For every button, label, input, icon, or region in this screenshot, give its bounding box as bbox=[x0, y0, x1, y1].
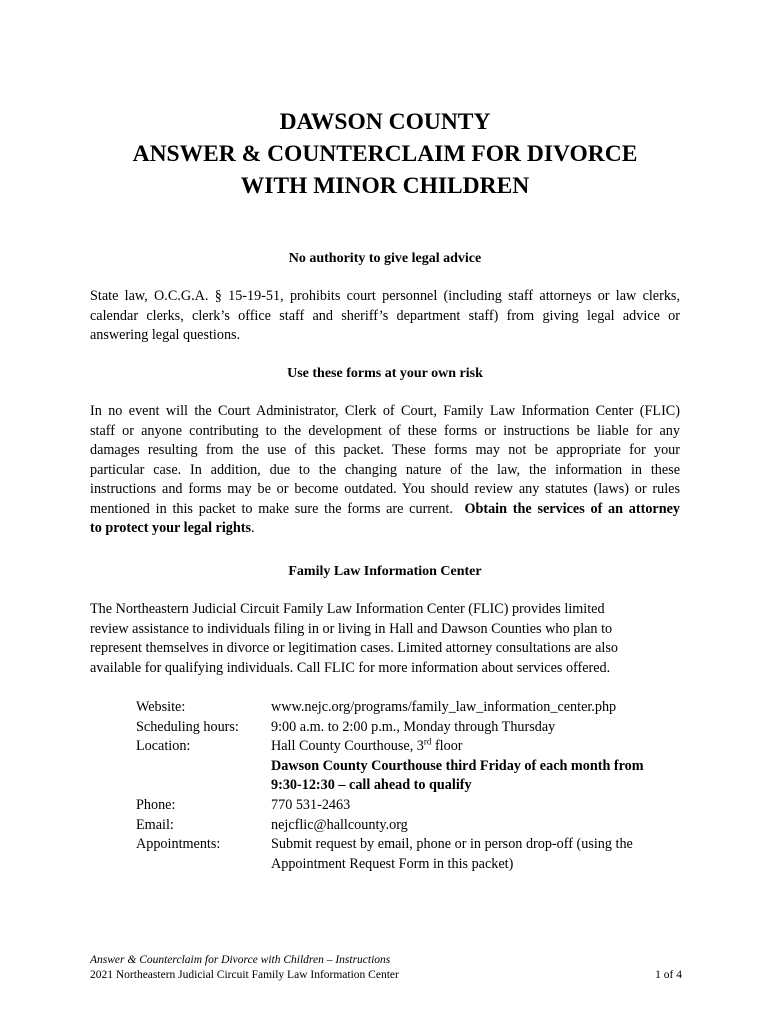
location-label: Location: bbox=[136, 738, 191, 755]
paragraph-state-law bbox=[90, 287, 680, 346]
paragraph-line: staff or anyone contributing to the development of these forms or instructions be liable for any bbox=[90, 422, 680, 439]
contact-row-location-extra bbox=[136, 757, 681, 796]
paragraph-line: available for qualifying individuals. Call FLIC for more information about services offered. bbox=[90, 659, 611, 676]
bold-legal-rights: to protect your legal rights bbox=[90, 520, 252, 536]
email-label: Email: bbox=[136, 816, 174, 833]
paragraph-line: State law, O.C.G.A. § 15-19-51, prohibits court personnel (including staff attorneys or law clerks, bbox=[90, 288, 680, 304]
hours-value: 9:00 a.m. to 2:00 p.m., Monday through Thursday bbox=[271, 718, 556, 735]
paragraph-line: review assistance to individuals filing in or living in Hall and Dawson Counties who plan to bbox=[90, 620, 613, 637]
paragraph-line: answering legal questions. bbox=[90, 327, 241, 343]
document-title bbox=[0, 106, 770, 202]
paragraph-line: The Northeastern Judicial Circuit Family Law Information Center (FLIC) provides limited bbox=[90, 601, 605, 617]
dawson-schedule-line-2: 9:30-12:30 – call ahead to qualify bbox=[271, 777, 472, 794]
paragraph-line: instructions and forms may be or become outdated. You should review any statutes (laws) or rules bbox=[90, 481, 680, 497]
footer-doc-title: Answer & Counterclaim for Divorce with Children – Instructions bbox=[90, 954, 391, 966]
phone-value: 770 531-2463 bbox=[271, 796, 351, 813]
paragraph-line: represent themselves in divorce or legitimation cases. Limited attorney consultations are also bbox=[90, 640, 618, 656]
contact-row-appointments bbox=[136, 835, 681, 874]
heading-flic: Family Law Information Center bbox=[288, 564, 482, 579]
title-line-3: WITH MINOR CHILDREN bbox=[240, 173, 530, 199]
page-footer bbox=[90, 953, 682, 983]
title-line-1: DAWSON COUNTY bbox=[279, 109, 491, 135]
paragraph-text: mentioned in this packet to make sure the forms are current. bbox=[90, 500, 453, 517]
contact-table bbox=[136, 698, 681, 874]
page-number: 1 of 4 bbox=[655, 969, 682, 981]
location-text: Hall County Courthouse, 3 bbox=[271, 738, 424, 755]
appointments-value-2: Appointment Request Form in this packet) bbox=[271, 855, 514, 872]
contact-row-hours bbox=[136, 718, 681, 738]
dawson-schedule-line-1: Dawson County Courthouse third Friday of each month from bbox=[271, 757, 644, 774]
paragraph-line bbox=[90, 519, 680, 539]
paragraph-line: In no event will the Court Administrator, Clerk of Court, Family Law Information Center (FLIC) bbox=[90, 403, 680, 419]
paragraph-line: damages resulting from the use of this packet. These forms may not be appropriate for your bbox=[90, 442, 680, 458]
hours-label: Scheduling hours: bbox=[136, 718, 239, 735]
paragraph-line bbox=[90, 500, 680, 520]
footer-copyright: 2021 Northeastern Judicial Circuit Family Law Information Center bbox=[90, 969, 399, 981]
paragraph-period: . bbox=[251, 520, 255, 536]
paragraph-liability bbox=[90, 402, 680, 539]
appointments-label: Appointments: bbox=[136, 836, 221, 853]
title-line-2: ANSWER & COUNTERCLAIM FOR DIVORCE bbox=[132, 141, 638, 167]
bold-attorney-advice: Obtain the services of an attorney bbox=[464, 500, 681, 517]
website-value: www.nejc.org/programs/family_law_information_center.php bbox=[271, 699, 617, 715]
paragraph-line: particular case. In addition, due to the changing nature of the law, the information in these bbox=[90, 461, 680, 478]
contact-row-location bbox=[136, 737, 681, 757]
email-value: nejcflic@hallcounty.org bbox=[271, 816, 408, 833]
paragraph-line: calendar clerks, clerk’s office staff and sheriff’s department staff) from giving legal advice or bbox=[90, 307, 680, 324]
heading-own-risk: Use these forms at your own risk bbox=[287, 366, 483, 381]
contact-row-phone bbox=[136, 796, 681, 816]
paragraph-flic bbox=[90, 600, 680, 678]
location-superscript: rd bbox=[423, 736, 432, 747]
contact-row-email bbox=[136, 816, 681, 836]
website-label: Website: bbox=[136, 699, 186, 715]
phone-label: Phone: bbox=[136, 796, 176, 813]
location-value bbox=[271, 737, 681, 757]
location-floor: floor bbox=[431, 738, 463, 755]
appointments-value-1: Submit request by email, phone or in person drop-off (using the bbox=[271, 836, 633, 853]
heading-no-legal-advice: No authority to give legal advice bbox=[288, 251, 482, 266]
contact-row-website bbox=[136, 698, 681, 718]
